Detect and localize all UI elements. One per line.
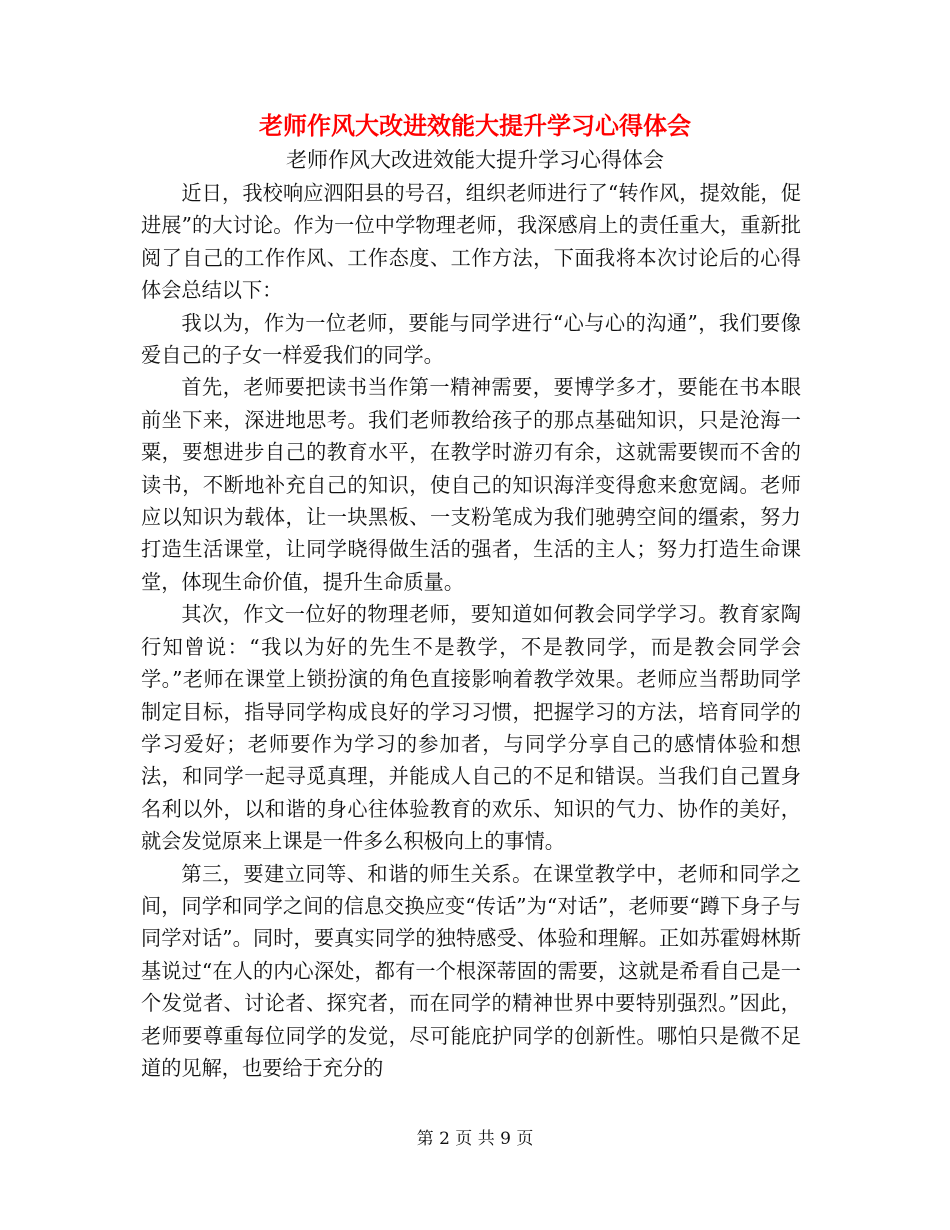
document-title: 老师作风大改进效能大提升学习心得体会 [259, 111, 691, 140]
document-body [141, 177, 801, 1084]
paragraph: 首先，老师要把读书当作第一精神需要，要博学多才，要能在书本眼前坐下来，深进地思考。我们老师教给孩子的那点基础知识，只是沧海一粟，要想进步自己的教育水平，在教学时游刃有余，这就需要锲而不舍的读书，不断地补充自己的知识，使自己的知识海洋变得愈来愈宽阔。老师应以知识为载体，让一块黑板、一支粉笔成为我们驰骋空间的缰索，努力打造生活课堂，让同学晓得做生活的强者，生活的主人；努力打造生命课堂，体现生命价值，提升生命质量。 [141, 375, 801, 594]
paragraph: 其次，作文一位好的物理老师，要知道如何教会同学学习。教育家陶行知曾说：“我以为好的先生不是教学，不是教同学，而是教会同学会学。”老师在课堂上锁扮演的角色直接影响着教学效果。老师应当帮助同学制定目标，指导同学构成良好的学习习惯，把握学习的方法，培育同学的学习爱好；老师要作为学习的参加者，与同学分享自己的感情体验和想法，和同学一起寻觅真理，并能成人自己的不足和错误。当我们自己置身名利以外，以和谐的身心往体验教育的欢乐、知识的气力、协作的美好，就会发觉原来上课是一件多么积极向上的事情。 [141, 602, 801, 854]
paragraph: 近日，我校响应泗阳县的号召，组织老师进行了“转作风，提效能，促进展”的大讨论。作为一位中学物理老师，我深感肩上的责任重大，重新批阅了自己的工作作风、工作态度、工作方法，下面我将本次讨论后的心得体会总结以下： [141, 181, 801, 303]
page-number-footer: 第 2 页 共 9 页 [416, 1129, 534, 1149]
paragraph: 第三，要建立同等、和谐的师生关系。在课堂教学中，老师和同学之间，同学和同学之间的信息交换应变“传话”为“对话”，老师要“蹲下身子与同学对话”。同时，要真实同学的独特感受、体验和理解。正如苏霍姆林斯基说过“在人的内心深处，都有一个根深蒂固的需要，这就是希看自己是一个发觉者、讨论者、探究者，而在同学的精神世界中要特别强烈。”因此，老师要尊重每位同学的发觉，尽可能庇护同学的创新性。哪怕只是微不足道的见解，也要给于充分的 [141, 861, 801, 1080]
paragraph: 我以为，作为一位老师，要能与同学进行“心与心的沟通”，我们要像爱自己的子女一样爱我们的同学。 [141, 310, 801, 368]
document-subtitle: 老师作风大改进效能大提升学习心得体会 [286, 148, 664, 172]
